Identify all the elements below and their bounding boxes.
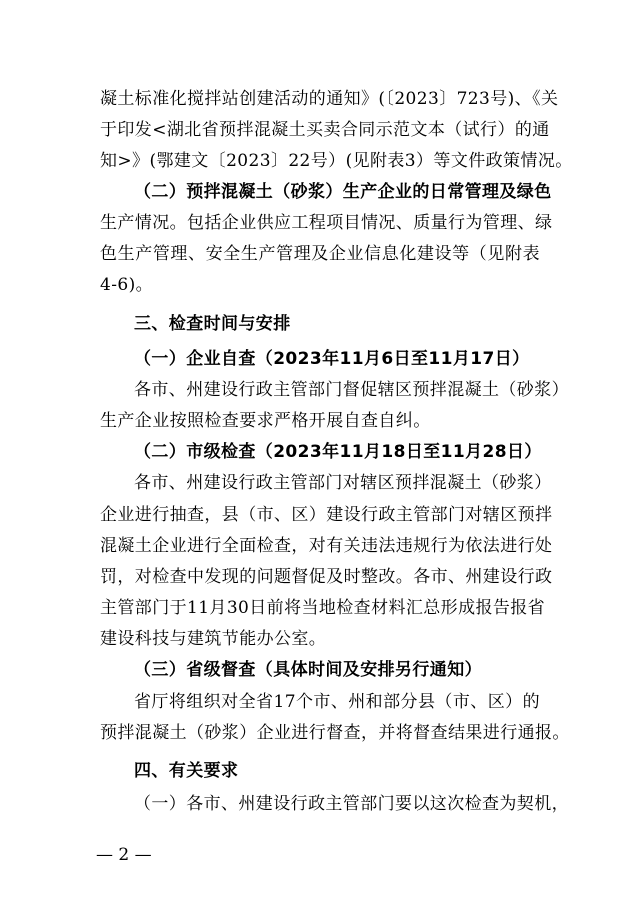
subsection-heading: （一）企业自查（2023年11月6日至11月17日）	[134, 349, 530, 369]
body-text-line: 生产情况。包括企业供应工程项目情况、质量行为管理、绿	[100, 213, 553, 233]
body-text-line: 罚，对检查中发现的问题督促及时整改。各市、州建设行政	[100, 567, 553, 587]
subsection-heading-text: （二）预拌混凝土（砂浆）生产企业的日常管理及绿色	[134, 182, 552, 202]
body-text-line: 各市、州建设行政主管部门对辖区预拌混凝土（砂浆）	[134, 473, 552, 493]
body-text-line: 4-6)。	[100, 275, 154, 295]
subsection-heading	[134, 179, 552, 205]
section-heading-three: 三、检查时间与安排	[134, 314, 291, 334]
body-text-line: 主管部门于11月30日前将当地检查材料汇总形成报告报省	[100, 598, 546, 618]
body-text-line: 凝土标准化搅拌站创建活动的通知》(〔2023〕723号)、《关	[100, 89, 559, 109]
subsection-heading: （三）省级督查（具体时间及安排另行通知）	[134, 660, 482, 680]
body-text-line: 于印发<湖北省预拌混凝土买卖合同示范文本（试行）的通	[100, 120, 550, 140]
page-number: — 2 —	[96, 845, 152, 865]
body-text-line: 知>》(鄂建文〔2023〕22号）(见附表3）等文件政策情况。	[100, 151, 573, 171]
section-heading-four: 四、有关要求	[134, 761, 239, 781]
subsection-heading: （二）市级检查（2023年11月18日至11月28日）	[134, 442, 542, 462]
body-text-line: （一）各市、州建设行政主管部门要以这次检查为契机，	[134, 794, 569, 814]
body-text-line: 色生产管理、安全生产管理及企业信息化建设等（见附表	[100, 244, 540, 264]
body-text-line: 企业进行抽查，县（市、区）建设行政主管部门对辖区预拌	[100, 505, 553, 525]
body-text-line: 预拌混凝土（砂浆）企业进行督查，并将督查结果进行通报。	[100, 723, 570, 743]
body-text-line: 各市、州建设行政主管部门督促辖区预拌混凝土（砂浆）	[134, 380, 569, 400]
body-text-line: 生产企业按照检查要求严格开展自查自纠。	[100, 411, 431, 431]
body-text-line: 省厅将组织对全省17个市、州和部分县（市、区）的	[134, 692, 540, 712]
body-text-line: 混凝土企业进行全面检查，对有关违法违规行为依法进行处	[100, 536, 553, 556]
body-text-line: 建设科技与建筑节能办公室。	[100, 629, 327, 649]
